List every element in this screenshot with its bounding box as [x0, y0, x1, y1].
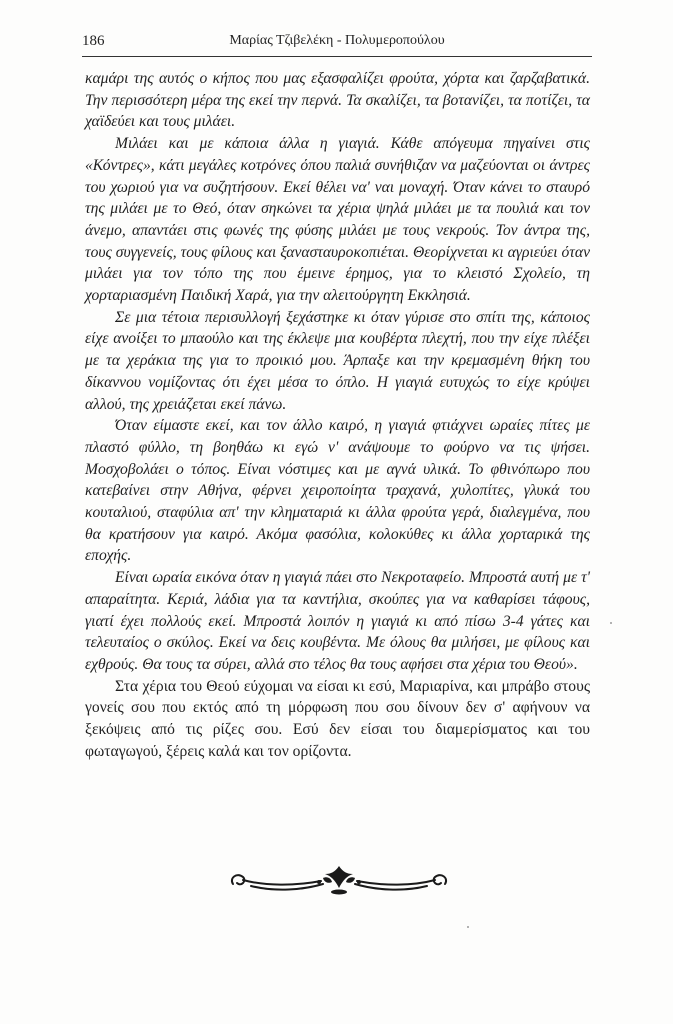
paragraph-6: Στα χέρια του Θεού εύχομαι να είσαι κι εσύ, Μαριαρίνα, και μπράβο στους γονείς σου που εκτός από τη μόρφωση που σου δίνουν δεν σ' αφήνουν να ξεκόψεις από τις ρίζες σου. Εσύ δεν είσαι του διαμερίσματος και του φωταγωγού, ξέρεις καλά και τον ορίζοντα. — [85, 677, 590, 760]
paper-speck — [467, 926, 469, 928]
paragraph-3: Σε μια τέτοια περισυλλογή ξεχάστηκε κι όταν γύρισε στο σπίτι της, κάποιος είχε ανοίξει το μπαούλο και της έκλεψε μια κουβέρτα πλεχτή, που την είχε πλέξει με τα χεράκια της για το προικιό μου. Άρπαξε και την κρεμασμένη θήκη του δίκαννου νομίζοντας ότι έχει μέσα το όπλο. Η γιαγιά ευτυχώς το είχε κρύψει αλλού, της χρειάζεται εκεί πάνω. — [85, 308, 590, 413]
paper-speck — [610, 622, 612, 624]
decorative-scroll-divider-icon — [225, 860, 453, 900]
page-header — [82, 33, 592, 55]
paragraph-4: Όταν είμαστε εκεί, και τον άλλο καιρό, η γιαγιά φτιάχνει ωραίες πίτες με πλαστό φύλλο, τη βοηθάω κι εγώ ν' ανάψουμε το φούρνο να τις ψήσει. Μοσχοβολάει ο τόπος. Είναι νόστιμες και με αγνά υλικά. Το φθινόπωρο που κατεβαίνει στην Αθήνα, φέρνει χειροποίητα τραχανά, χυλοπίτες, γλυκά του κουταλιού, σταφύλια απ' την κληματαριά κι άλλα φρούτα γερά, διαλεγμένα, που θα κρατήσουν για καιρό. Ακόμα φασόλια, κολοκύθες κι άλλα χορταρικά της εποχής. — [85, 417, 590, 565]
header-rule — [82, 56, 592, 57]
paragraph-1: καμάρι της αυτός ο κήπος που μας εξασφαλίζει φρούτα, χόρτα και ζαρζαβατικά. Την περισσότερη μέρα της εκεί την περνά. Τα σκαλίζει, τα βοτανίζει, τα ποτίζει, τα χαϊδεύει και τους μιλάει. — [85, 70, 590, 131]
body-text — [85, 68, 590, 763]
running-title: Μαρίας Τζιβελέκη - Πολυμεροπούλου — [229, 33, 445, 48]
paragraph-2: Μιλάει και με κάποια άλλα η γιαγιά. Κάθε απόγευμα πηγαίνει στις «Κόντρες», κάτι μεγάλες κοτρόνες όπου παλιά συνήθιζαν να μαζεύονται οι άντρες του χωριού για να συζητήσουν. Εκεί θέλει να' ναι μοναχή. Όταν κάνει το σταυρό της μιλάει με το Θεό, όταν σηκώνει τα χέρια ψηλά μιλάει με τα πουλιά και τον άνεμο, απαντάει στις φωνές της φύσης μιλάει με τους νεκρούς. Τον άντρα της, τους συγγενείς, τους φίλους και ξανασταυροκοπιέται. Θεορίχνεται κι αγριεύει όταν μιλάει για τον τόπο της που έμεινε έρημος, για το κλειστό Σχολείο, τη χορταριασμένη Παιδική Χαρά, για την αλειτούργητη Εκκλησιά. — [85, 135, 590, 305]
paragraph-5: Είναι ωραία εικόνα όταν η γιαγιά πάει στο Νεκροταφείο. Μπροστά αυτή με τ' απαραίτητα. Κεριά, λάδια για τα καντήλια, σκούπες για να καθαρίσει τάφους, γιατί έχει πολλούς εκεί. Μπροστά λοιπόν η γιαγιά κι από πίσω 3-4 γάτες και τελευταίος ο σκύλος. Εκεί να δεις κουβέντα. Με όλους θα μιλήσει, με φίλους και εχθρούς. Θα τους τα σύρει, αλλά στο τέλος θα τους αφήσει στα χέρια του Θεού». — [85, 569, 590, 673]
page-number: 186 — [82, 33, 105, 49]
